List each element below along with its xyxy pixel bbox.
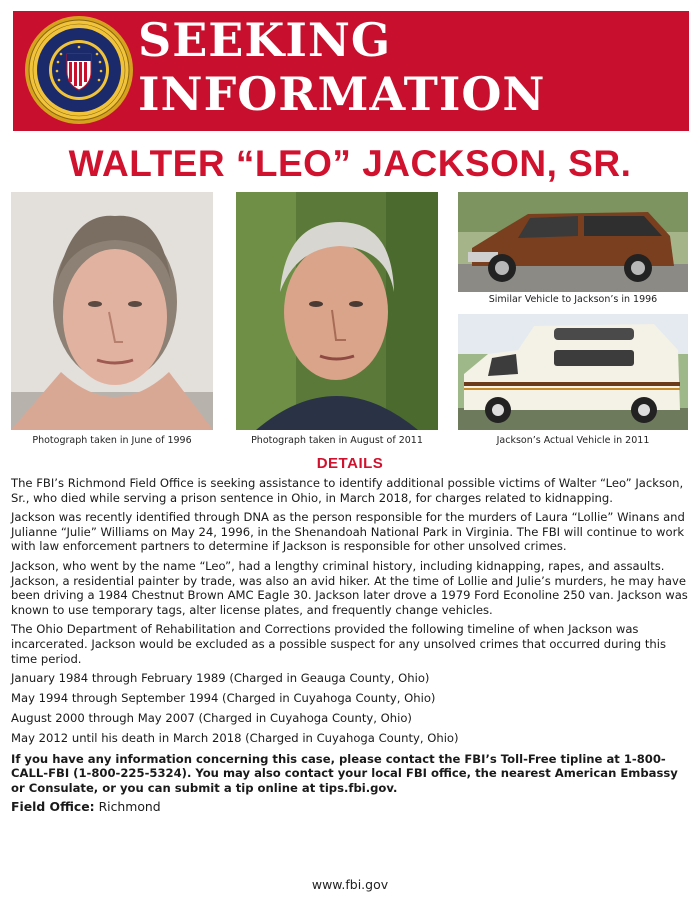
timeline-item: May 2012 until his death in March 2018 (Charged in Cuyahoga County, Ohio)	[11, 731, 459, 746]
photo-caption-2: Photograph taken in August of 2011	[251, 435, 423, 446]
timeline-item: May 1994 through September 1994 (Charged in Cuyahoga County, Ohio)	[11, 691, 436, 706]
photo-caption-1: Photograph taken in June of 1996	[32, 435, 192, 446]
portrait-photo-icon	[11, 192, 213, 430]
tipline-call-to-action: If you have any information concerning this case, please contact the FBI’s Toll-Free tipline at 1-800-CALL-FBI (1-800-225-5324). You may also contact your local FBI office, the nearest American Embassy or Consulate, or you can submit a tip online at tips.fbi.gov.	[11, 751, 678, 795]
banner-title-line2: INFORMATION	[138, 67, 546, 121]
photo-caption-4: Jackson’s Actual Vehicle in 2011	[496, 435, 650, 446]
photo-1996	[11, 192, 213, 430]
fbi-seal-icon	[23, 14, 135, 126]
photo-caption-3: Similar Vehicle to Jackson’s in 1996	[488, 294, 658, 305]
vehicle-photo-2011	[458, 314, 688, 430]
banner-title-line1: SEEKING	[138, 13, 392, 67]
field-office-label: Field Office:	[11, 799, 95, 815]
timeline-item: January 1984 through February 1989 (Charged in Geauga County, Ohio)	[11, 671, 430, 686]
brown-station-wagon-photo-icon	[458, 192, 688, 292]
field-office	[11, 800, 691, 815]
header-banner	[13, 11, 689, 131]
field-office-value: Richmond	[98, 799, 161, 815]
vehicle-photo-1996	[458, 192, 688, 292]
subject-name: WALTER “LEO” JACKSON, SR.	[68, 143, 632, 184]
details-paragraph-4: The Ohio Department of Rehabilitation and Corrections provided the following timeline of when Jackson was incarcerated. Jackson would be excluded as a possible suspect for any unsolved crimes that occurred during this time period.	[11, 622, 667, 666]
details-paragraph-2: Jackson was recently identified through DNA as the person responsible for the murders of Laura “Lollie” Winans and Julianne “Julie” Williams on May 24, 1996, in the Shenandoah National Park in Virginia. The FBI will continue to work with law enforcement partners to determine if Jackson is responsible for other unsolved crimes.	[11, 510, 685, 554]
details-heading: DETAILS	[316, 455, 384, 472]
footer-website: www.fbi.gov	[311, 877, 389, 892]
details-paragraph-1: The FBI’s Richmond Field Office is seeking assistance to identify additional possible victims of Walter “Leo” Jackson, Sr., who died while serving a prison sentence in Ohio, in March 2018, for charges related to kidnapping.	[11, 476, 684, 505]
photo-2011	[236, 192, 438, 430]
timeline-item: August 2000 through May 2007 (Charged in Cuyahoga County, Ohio)	[11, 711, 412, 726]
details-body	[11, 476, 691, 820]
banner-title	[138, 13, 545, 121]
portrait-photo-icon	[236, 192, 438, 430]
details-paragraph-3: Jackson, who went by the name “Leo”, had a lengthy criminal history, including kidnapping, rapes, and assaults. Jackson, a residential painter by trade, was also an avid hiker. At the time of Lollie and Julie’s murders, he may have been driving a 1984 Chestnut Brown AMC Eagle 30. Jackson later drove a 1979 Ford Econoline 250 van. Jackson was known to use temporary tags, alter license plates, and frequently change vehicles.	[11, 558, 688, 617]
white-van-photo-icon	[458, 314, 688, 430]
